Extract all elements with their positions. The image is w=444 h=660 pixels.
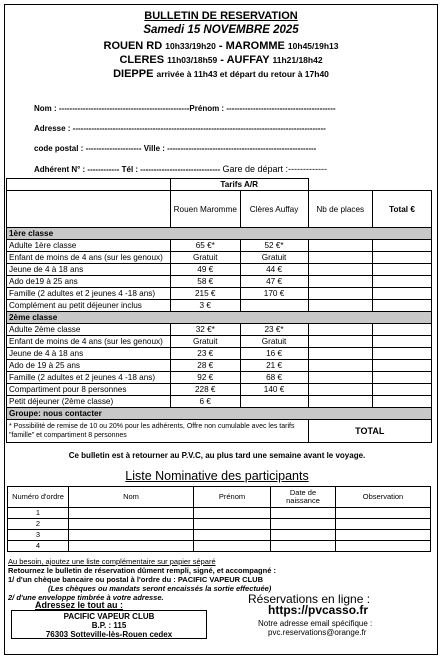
club-address-box bbox=[11, 610, 207, 639]
header-prenom: Prénom bbox=[194, 487, 271, 508]
price-rouen: 215 € bbox=[170, 288, 240, 300]
form-title: BULLETIN DE RESERVATION bbox=[144, 10, 298, 22]
total-cell[interactable] bbox=[373, 384, 432, 396]
price-rouen: 228 € bbox=[170, 384, 240, 396]
participant-nom[interactable] bbox=[69, 508, 194, 519]
tarif-label: Adulte 1ère classe bbox=[7, 240, 171, 252]
places-input[interactable] bbox=[308, 240, 372, 252]
tarif-row bbox=[7, 396, 432, 408]
places-input[interactable] bbox=[308, 252, 372, 264]
tarif-label: Ado de19 à 25 ans bbox=[7, 276, 171, 288]
email-label: Notre adresse email spécifique : bbox=[258, 619, 373, 628]
price-rouen: 28 € bbox=[170, 360, 240, 372]
website-link[interactable]: https://pvcasso.fr bbox=[268, 603, 369, 617]
footer-line3: 1/ d'un chèque bancaire ou postal à l'ordre du : PACIFIC VAPEUR CLUB bbox=[8, 575, 263, 584]
schedule-rouen-maromme: ROUEN RD 10h33/19h20 - MAROMME 10h45/19h13 bbox=[103, 39, 339, 52]
col-cleres-auffay: Clères Auffay bbox=[240, 191, 308, 228]
price-cleres: 140 € bbox=[240, 384, 308, 396]
total-cell[interactable] bbox=[373, 324, 432, 336]
section-1ere-classe: 1ère classe bbox=[7, 228, 432, 240]
participant-number: 4 bbox=[8, 541, 69, 552]
return-notice: Ce bulletin est à retourner au P.V.C, au plus tard une semaine avant le voyage. bbox=[68, 451, 366, 460]
price-cleres: 47 € bbox=[240, 276, 308, 288]
places-input[interactable] bbox=[308, 300, 372, 312]
places-input[interactable] bbox=[308, 372, 372, 384]
tarif-row bbox=[7, 360, 432, 372]
tarif-row bbox=[7, 300, 432, 312]
participant-row bbox=[8, 530, 431, 541]
price-cleres: Gratuit bbox=[240, 252, 308, 264]
price-cleres: 170 € bbox=[240, 288, 308, 300]
tarif-label: Famille (2 adultes et 2 jeunes 4 -18 ans) bbox=[7, 288, 171, 300]
tarif-label: Enfant de moins de 4 ans (sur les genoux) bbox=[7, 252, 171, 264]
participant-prenom[interactable] bbox=[194, 530, 271, 541]
tarif-row bbox=[7, 264, 432, 276]
price-rouen: 23 € bbox=[170, 348, 240, 360]
footer-line1: Au besoin, ajoutez une liste complémentaire sur papier séparé bbox=[8, 557, 216, 566]
tarif-label: Compartiment pour 8 personnes bbox=[7, 384, 171, 396]
price-cleres: 44 € bbox=[240, 264, 308, 276]
places-input[interactable] bbox=[308, 384, 372, 396]
tarif-row bbox=[7, 324, 432, 336]
groupes-row: Groupe: nous contacter bbox=[7, 408, 432, 420]
total-cell[interactable] bbox=[373, 240, 432, 252]
price-rouen: 58 € bbox=[170, 276, 240, 288]
nom-prenom-field[interactable]: Nom : -------------------------------------------------Prénom : ----------------------------------------- bbox=[34, 103, 336, 113]
price-cleres: Gratuit bbox=[240, 336, 308, 348]
footer-line4: (Les chèques ou mandats seront encaissés la sortie effectuée) bbox=[48, 584, 272, 593]
total-cell[interactable] bbox=[373, 276, 432, 288]
participants-table bbox=[7, 486, 431, 552]
places-input[interactable] bbox=[308, 336, 372, 348]
price-rouen: 3 € bbox=[170, 300, 240, 312]
participant-observation[interactable] bbox=[336, 541, 431, 552]
participant-nom[interactable] bbox=[69, 519, 194, 530]
schedule-dieppe: DIEPPE arrivée à 11h43 et départ du retour à 17h40 bbox=[113, 67, 329, 80]
send-title: Adressez le tout au : bbox=[35, 600, 124, 610]
total-label: TOTAL bbox=[308, 420, 431, 443]
price-cleres bbox=[240, 300, 308, 312]
tarif-row bbox=[7, 288, 432, 300]
tarif-label: Enfant de moins de 4 ans (sur les genoux) bbox=[7, 336, 171, 348]
participant-prenom[interactable] bbox=[194, 541, 271, 552]
price-rouen: 49 € bbox=[170, 264, 240, 276]
total-cell[interactable] bbox=[373, 288, 432, 300]
tarif-label: Complément au petit déjeuner inclus bbox=[7, 300, 171, 312]
price-rouen: 65 €* bbox=[170, 240, 240, 252]
places-input[interactable] bbox=[308, 360, 372, 372]
participant-nom[interactable] bbox=[69, 530, 194, 541]
tarif-row bbox=[7, 348, 432, 360]
header-date-naissance: Date de naissance bbox=[271, 487, 336, 508]
total-cell[interactable] bbox=[373, 372, 432, 384]
price-cleres: 16 € bbox=[240, 348, 308, 360]
participant-nom[interactable] bbox=[69, 541, 194, 552]
tarif-label: Adulte 2ème classe bbox=[7, 324, 171, 336]
participant-prenom[interactable] bbox=[194, 519, 271, 530]
total-cell[interactable] bbox=[373, 252, 432, 264]
section-2eme-classe: 2ème classe bbox=[7, 312, 432, 324]
tarif-row bbox=[7, 240, 432, 252]
total-cell[interactable] bbox=[373, 348, 432, 360]
participant-date[interactable] bbox=[271, 519, 336, 530]
tarifs-table bbox=[6, 178, 432, 443]
remise-note: * Possibilité de remise de 10 ou 20% pour les adhérents, Offre non cumulable avec les tarifs "famille" et compartiment 8 personnes bbox=[7, 420, 309, 443]
participant-date[interactable] bbox=[271, 530, 336, 541]
total-cell[interactable] bbox=[373, 336, 432, 348]
tarif-row bbox=[7, 372, 432, 384]
tarif-label: Jeune de 4 à 18 ans bbox=[7, 264, 171, 276]
footer-line5: 2/ d'une enveloppe timbrée à votre adresse. bbox=[8, 593, 164, 602]
tarif-label: Ado de 19 à 25 ans bbox=[7, 360, 171, 372]
price-rouen: 6 € bbox=[170, 396, 240, 408]
tarif-label: Famille (2 adultes et 2 jeunes 4 -18 ans) bbox=[7, 372, 171, 384]
price-cleres bbox=[240, 396, 308, 408]
participant-observation[interactable] bbox=[336, 530, 431, 541]
price-rouen: Gratuit bbox=[170, 252, 240, 264]
email-link[interactable]: pvc.reservations@orange.fr bbox=[268, 628, 367, 637]
contact-form bbox=[5, 99, 437, 180]
club-city: 76303 Sotteville-lès-Rouen cedex bbox=[45, 630, 173, 639]
price-rouen: Gratuit bbox=[170, 336, 240, 348]
total-cell[interactable] bbox=[373, 264, 432, 276]
participant-number: 2 bbox=[8, 519, 69, 530]
participant-date[interactable] bbox=[271, 541, 336, 552]
club-name: PACIFIC VAPEUR CLUB bbox=[63, 612, 155, 621]
price-cleres: 21 € bbox=[240, 360, 308, 372]
participant-row bbox=[8, 541, 431, 552]
header-nom: Nom bbox=[69, 487, 194, 508]
places-input[interactable] bbox=[308, 288, 372, 300]
places-input[interactable] bbox=[308, 276, 372, 288]
participant-number: 3 bbox=[8, 530, 69, 541]
price-cleres: 68 € bbox=[240, 372, 308, 384]
participant-row bbox=[8, 519, 431, 530]
participants-title: Liste Nominative des participants bbox=[125, 469, 309, 483]
participant-number: 1 bbox=[8, 508, 69, 519]
tarif-row bbox=[7, 252, 432, 264]
tarifs-header: Tarifs A/R bbox=[170, 179, 308, 191]
header-observation: Observation bbox=[336, 487, 431, 508]
col-nb-places: Nb de places bbox=[308, 191, 372, 228]
places-input[interactable] bbox=[308, 324, 372, 336]
adresse-field[interactable]: Adresse : ----------------------------------------------------------------------------------------------- bbox=[34, 123, 326, 133]
online-title: Réservations en ligne : bbox=[248, 592, 371, 606]
club-bp: B.P. : 115 bbox=[91, 621, 127, 630]
adherent-tel-field[interactable]: Adhérent N° : ------------ Tél : ------------------------------ Gare de départ :------------- bbox=[34, 163, 327, 174]
tarif-label: Petit déjeuner (2ème classe) bbox=[7, 396, 171, 408]
header-numero: Numéro d'ordre bbox=[8, 487, 69, 508]
price-rouen: 92 € bbox=[170, 372, 240, 384]
tarif-row bbox=[7, 276, 432, 288]
participant-date[interactable] bbox=[271, 508, 336, 519]
price-rouen: 32 €* bbox=[170, 324, 240, 336]
participant-prenom[interactable] bbox=[194, 508, 271, 519]
total-cell[interactable] bbox=[373, 300, 432, 312]
footer-line2: Retournez le bulletin de réservation dûment rempli, signé, et accompagné : bbox=[8, 566, 276, 575]
places-input[interactable] bbox=[308, 396, 372, 408]
code-ville-field[interactable]: code postal : --------------------- Ville : -------------------------------------------------------- bbox=[34, 143, 317, 153]
price-cleres: 52 €* bbox=[240, 240, 308, 252]
col-total: Total € bbox=[373, 191, 432, 228]
places-input[interactable] bbox=[308, 264, 372, 276]
price-cleres: 23 €* bbox=[240, 324, 308, 336]
tarif-row bbox=[7, 384, 432, 396]
total-cell[interactable] bbox=[373, 396, 432, 408]
tarif-row bbox=[7, 336, 432, 348]
schedule-cleres-auffay: CLERES 11h03/18h59 - AUFFAY 11h21/18h42 bbox=[119, 53, 323, 66]
tarif-label: Jeune de 4 à 18 ans bbox=[7, 348, 171, 360]
col-rouen-maromme: Rouen Maromme bbox=[170, 191, 240, 228]
places-input[interactable] bbox=[308, 348, 372, 360]
participant-row bbox=[8, 508, 431, 519]
participant-observation[interactable] bbox=[336, 519, 431, 530]
participant-observation[interactable] bbox=[336, 508, 431, 519]
event-date: Samedi 15 NOVEMBRE 2025 bbox=[143, 24, 299, 36]
total-cell[interactable] bbox=[373, 360, 432, 372]
